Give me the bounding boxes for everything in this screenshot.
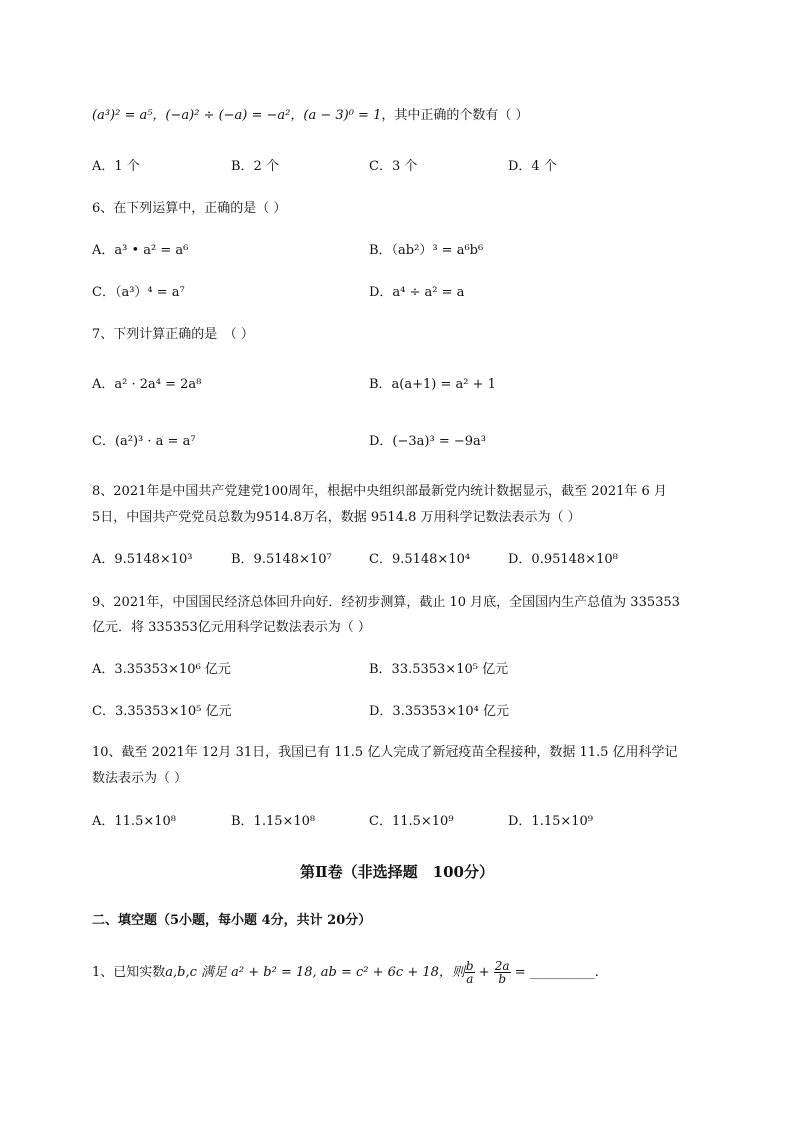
fill1-frac1-denominator: a (466, 972, 474, 986)
fill1-frac1-numerator: b (465, 959, 474, 973)
q6-option-b: B．（ab²）³ = a⁶b⁶ (369, 243, 484, 258)
q5-option-d: D．4 个 (508, 159, 557, 174)
q5-expressions: (a³)² = a⁵，(−a)² ÷ (−a) = −a²，(a − 3)⁰ = 1 (92, 108, 382, 123)
q6-option-d: D．a⁴ ÷ a² = a (369, 285, 465, 300)
q7-option-b: B．a(a+1) = a² + 1 (369, 377, 496, 392)
q6-stem: 6、在下列运算中，正确的是（ ） (92, 201, 287, 216)
fill1-frac2-numerator: 2a (494, 959, 510, 973)
q5-option-b: B．2 个 (231, 159, 279, 174)
q7-stem: 7、下列计算正确的是 （ ） (92, 327, 254, 342)
q9-stem-line1: 9、2021年，中国国民经济总体回升向好．经初步测算，截止 10 月底，全国国内生产总值为 335353 (92, 595, 680, 610)
q8-stem-line2: 5日，中国共产党党员总数为9514.8万名，数据 9514.8 万用科学记数法表示为（ ） (92, 510, 581, 525)
q5-option-c: C．3 个 (369, 159, 418, 174)
q9-stem-line2: 亿元．将 335353亿元用科学记数法表示为（ ） (92, 620, 371, 635)
q9-option-a: A．3.35353×10⁶ 亿元 (92, 662, 231, 677)
q7-option-c: C．(a²)³ · a = a⁷ (92, 434, 196, 449)
q9-option-c: C．3.35353×10⁵ 亿元 (92, 704, 232, 719)
part2-title: 第Ⅱ卷（非选择题 100分） (300, 863, 494, 881)
fill1-prefix: 1、已知实数 (92, 965, 166, 980)
section2-title: 二、填空题（5小题，每小题 4分，共计 20分） (92, 913, 372, 928)
q10-stem-line2: 数法表示为（ ） (92, 771, 188, 786)
q5-option-a: A．1 个 (92, 159, 140, 174)
q10-option-a: A．11.5×10⁸ (92, 814, 176, 829)
q8-option-d: D．0.95148×10⁸ (508, 552, 618, 567)
fill1-condition: 满足 a² + b² = 18, ab = c² + 6c + 18，则 (196, 965, 465, 980)
q10-stem-line1: 10、截至 2021年 12月 31日，我国已有 11.5 亿人完成了新冠疫苗全程接种，数据 11.5 亿用科学记 (92, 745, 678, 760)
q8-option-a: A．9.5148×10³ (92, 552, 193, 567)
q9-option-d: D．3.35353×10⁴ 亿元 (369, 704, 509, 719)
fill1-fraction-2 (494, 960, 511, 985)
fill1-fraction-1 (465, 960, 475, 985)
q6-option-a: A．a³ • a² = a⁶ (92, 243, 189, 258)
fill1-plus: + (474, 965, 494, 980)
fill1-question (92, 958, 599, 988)
q8-option-b: B．9.5148×10⁷ (231, 552, 332, 567)
q6-option-c: C．（a³）⁴ = a⁷ (92, 285, 185, 300)
q8-option-c: C．9.5148×10⁴ (369, 552, 471, 567)
q7-option-a: A．a² · 2a⁴ = 2a⁸ (92, 377, 202, 392)
fill1-answer-blank: = __________. (510, 965, 599, 980)
q5-stem (92, 107, 529, 125)
fill1-vars: a,b,c (165, 965, 197, 980)
q10-option-d: D．1.15×10⁹ (508, 814, 594, 829)
q8-stem-line1: 8、2021年是中国共产党建党100周年，根据中央组织部最新党内统计数据显示，截至 2021年 6 月 (92, 484, 667, 499)
q7-option-d: D．(−3a)³ = −9a³ (369, 434, 486, 449)
q5-stem-tail: ，其中正确的个数有（ ） (381, 108, 529, 123)
fill1-frac2-denominator: b (498, 972, 507, 986)
q10-option-b: B．1.15×10⁸ (231, 814, 316, 829)
q10-option-c: C．11.5×10⁹ (369, 814, 454, 829)
q9-option-b: B．33.5353×10⁵ 亿元 (369, 662, 509, 677)
